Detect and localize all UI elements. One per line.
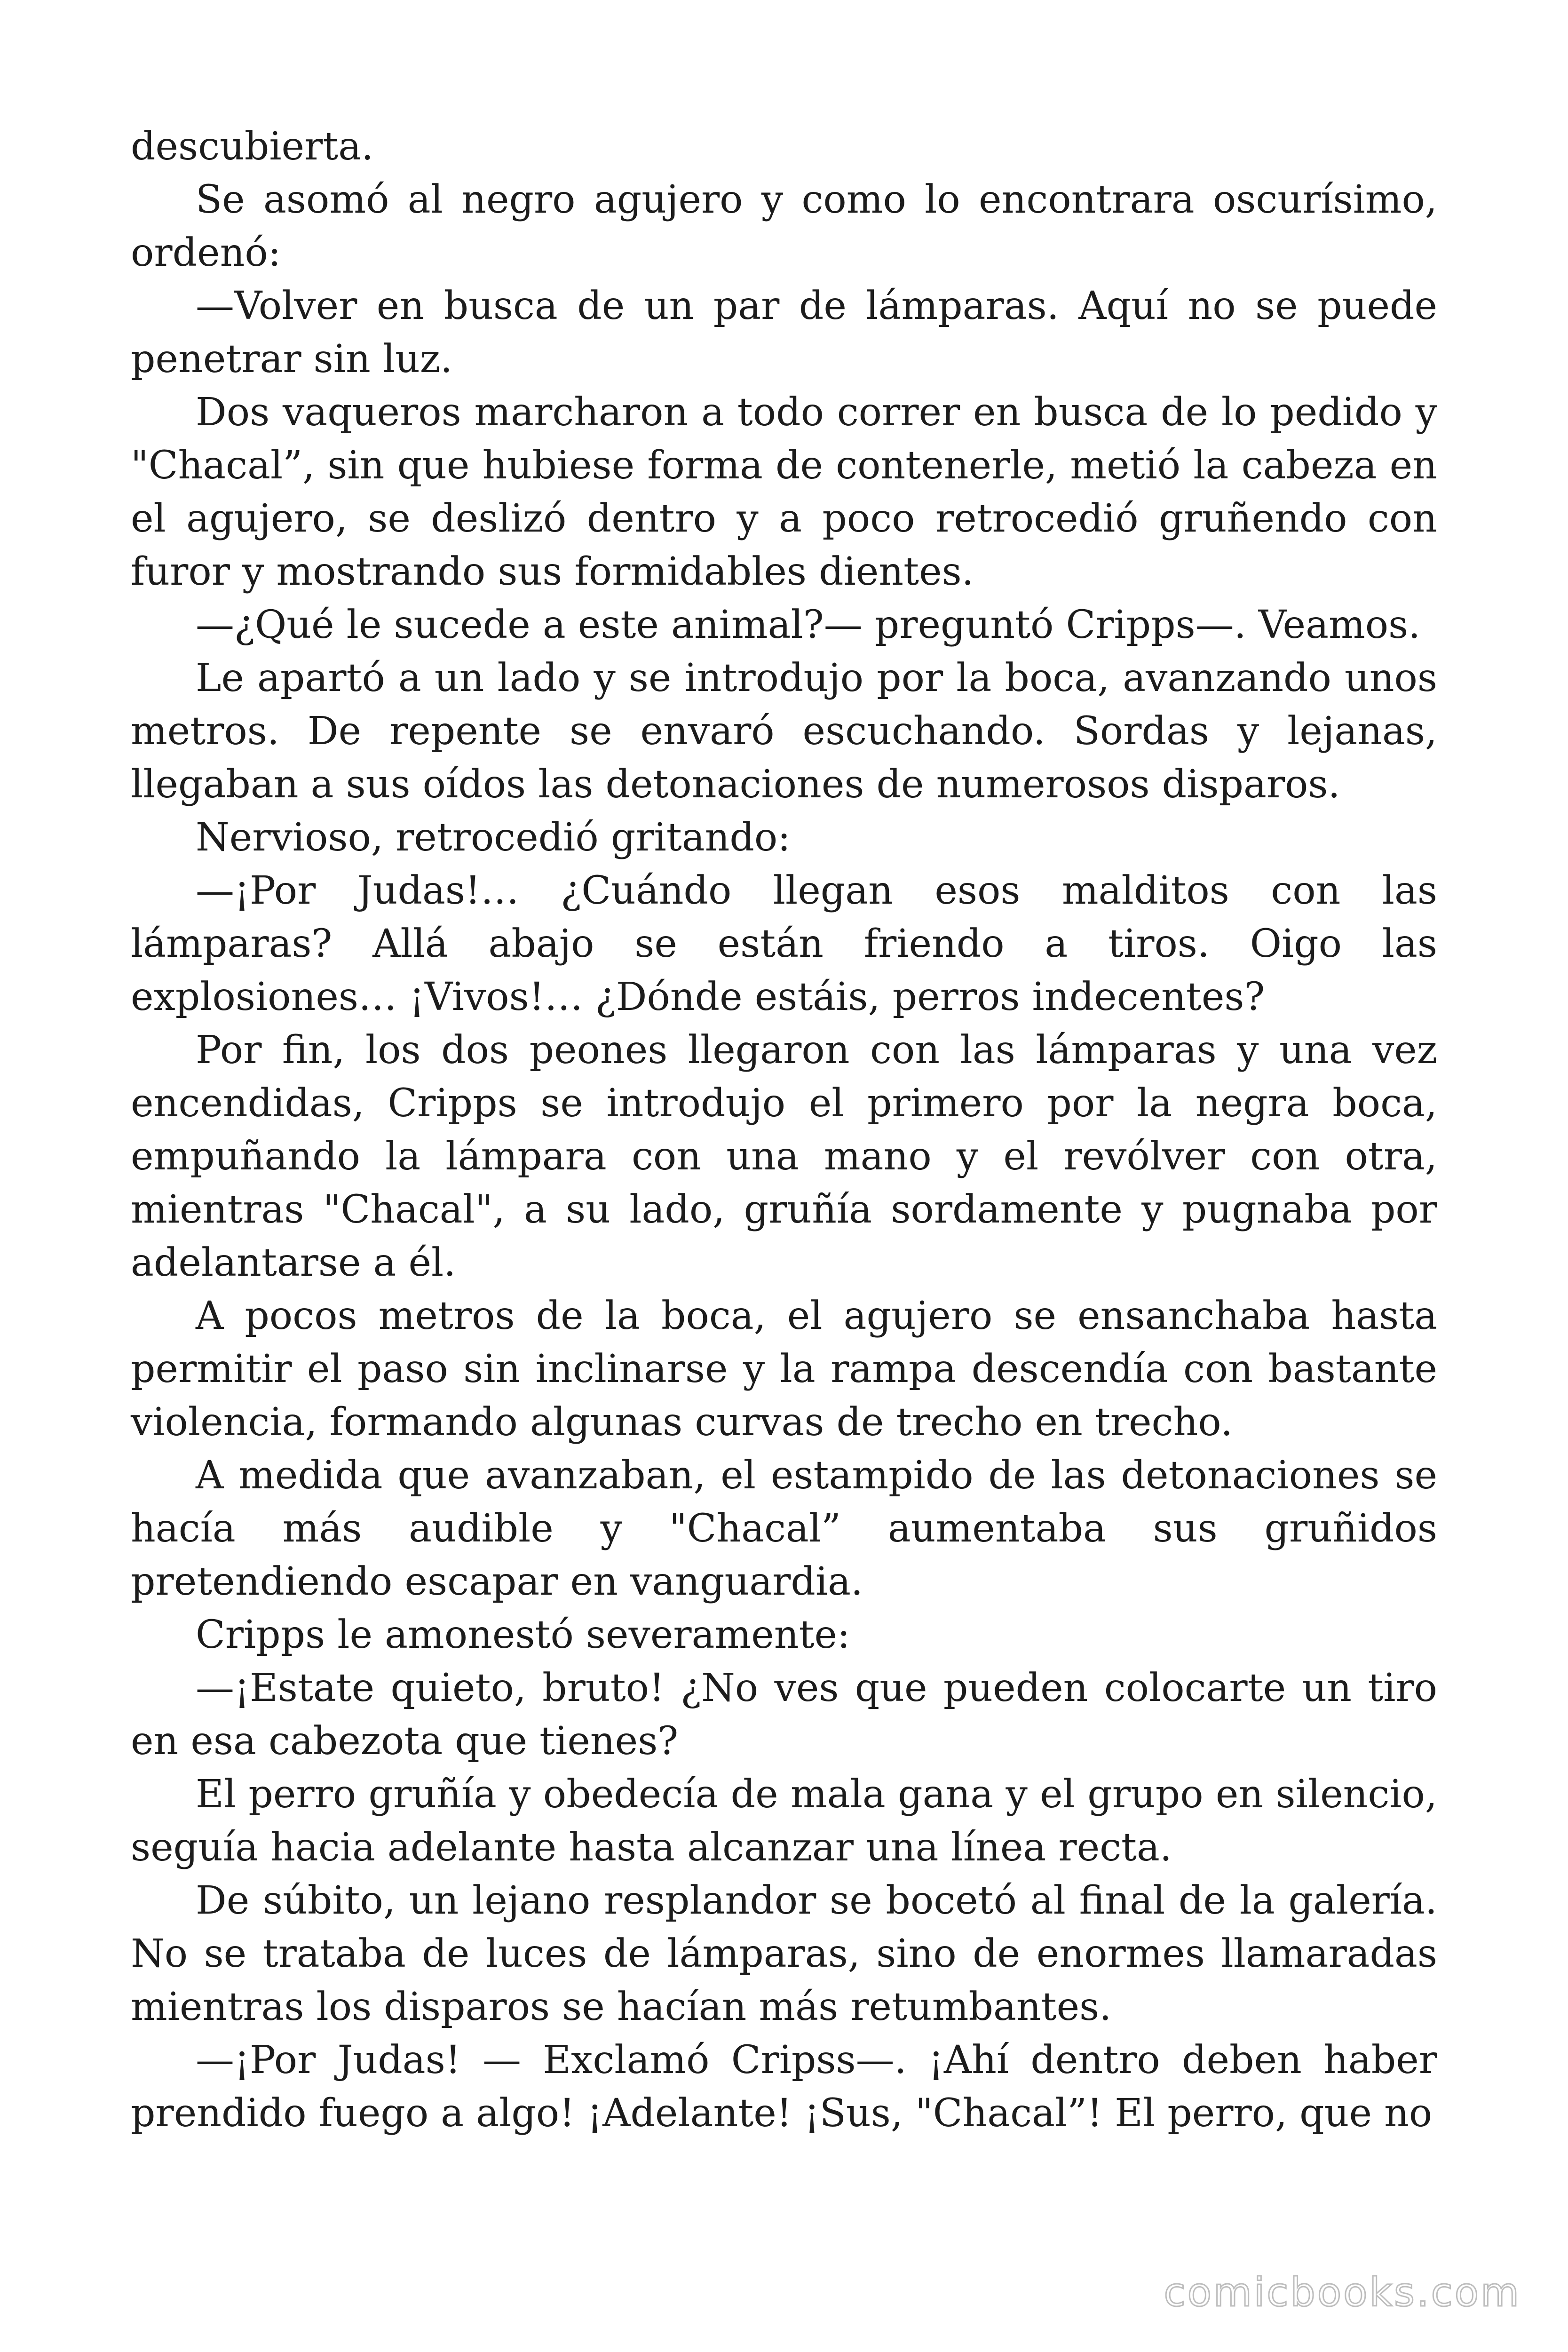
paragraph: —¿Qué le sucede a este animal?— preguntó Cripps—. Veamos. xyxy=(196,603,1421,647)
paragraph: Dos vaqueros marcharon a todo correr en busca de lo pedido y "Chacal”, sin que hubiese forma de contenerle, metió la cabeza en el agujero, se deslizó dentro y a poco retrocedió gruñendo con furor y mostrando sus formidables dientes. xyxy=(131,390,1437,594)
paragraph: Nervioso, retrocedió gritando: xyxy=(196,815,791,860)
paragraph: A medida que avanzaban, el estampido de las detonaciones se hacía más audible y "Chacal” aumentaba sus gruñidos pretendiendo escapar en vanguardia. xyxy=(131,1453,1437,1604)
paragraph: —Volver en busca de un par de lámparas. Aquí no se puede penetrar sin luz. xyxy=(131,284,1437,381)
watermark-text: comicbooks.com xyxy=(1164,2269,1521,2315)
paragraph: —¡Por Judas!… ¿Cuándo llegan esos malditos con las lámparas? Allá abajo se están friendo a tiros. Oigo las explosiones… ¡Vivos!… ¿Dónde estáis, perros indecentes? xyxy=(131,868,1437,1019)
paragraph: Cripps le amonestó severamente: xyxy=(196,1613,850,1657)
paragraph: El perro gruñía y obedecía de mala gana y el grupo en silencio, seguía hacia adelante hasta alcanzar una línea recta. xyxy=(131,1772,1437,1870)
paragraph: Por fin, los dos peones llegaron con las lámparas y una vez encendidas, Cripps se introdujo el primero por la negra boca, empuñando la lámpara con una mano y el revólver con otra, mientras "Chacal", a su lado, gruñía sordamente y pugnaba por adelantarse a él. xyxy=(131,1028,1437,1285)
paragraph: descubierta. xyxy=(131,124,374,169)
paragraph: A pocos metros de la boca, el agujero se ensanchaba hasta permitir el paso sin inclinarse y la rampa descendía con bastante violencia, formando algunas curvas de trecho en trecho. xyxy=(131,1294,1437,1445)
paragraph: —¡Por Judas! — Exclamó Cripss—. ¡Ahí dentro deben haber prendido fuego a algo! ¡Adelante! ¡Sus, "Chacal”! El perro, que no xyxy=(131,2038,1437,2136)
book-page-text xyxy=(131,120,1437,2140)
paragraph: Le apartó a un lado y se introdujo por la boca, avanzando unos metros. De repente se envaró escuchando. Sordas y lejanas, llegaban a sus oídos las detonaciones de numerosos disparos. xyxy=(131,656,1437,807)
paragraph: —¡Estate quieto, bruto! ¿No ves que pueden colocarte un tiro en esa cabezota que tienes? xyxy=(131,1666,1437,1764)
paragraph: De súbito, un lejano resplandor se bocetó al final de la galería. No se trataba de luces de lámparas, sino de enormes llamaradas mientras los disparos se hacían más retumbantes. xyxy=(131,1878,1437,2029)
paragraph: Se asomó al negro agujero y como lo encontrara oscurísimo, ordenó: xyxy=(131,177,1437,275)
